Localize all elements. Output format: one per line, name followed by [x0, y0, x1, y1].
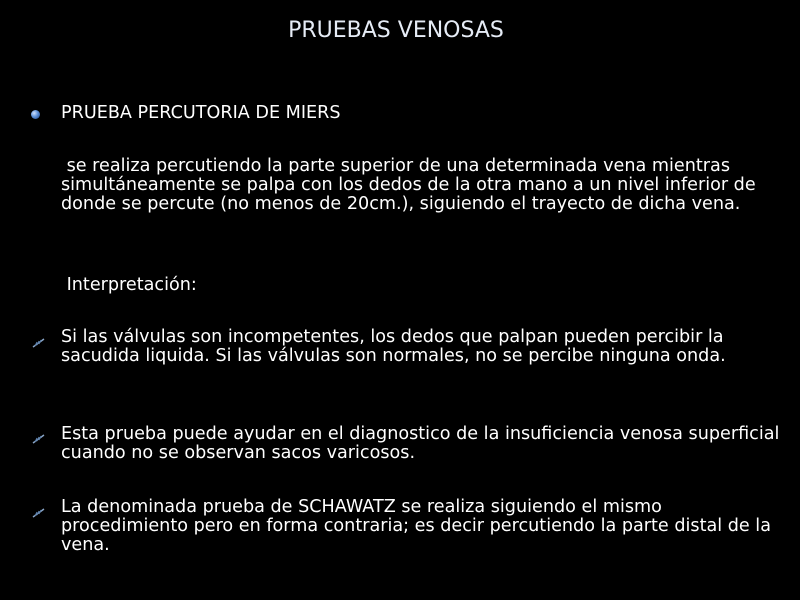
interpretation-point-3: La denominada prueba de SCHAWATZ se realiza siguiendo el mismo procedimiento pero en forma contraria; es decir percutiendo la parte distal de la vena. [61, 497, 771, 555]
feather-bullet-icon [32, 434, 46, 444]
feather-bullet-icon [32, 508, 46, 518]
interpretation-point-2: Esta prueba puede ayudar en el diagnostico de la insuficiencia venosa superficial cuando no se observan sacos varicosos. [61, 424, 780, 463]
slide-title: PRUEBAS VENOSAS [288, 18, 504, 43]
test-description: se realiza percutiendo la parte superior de una determinada vena mientras simultáneamente se palpa con los dedos de la otra mano a un nivel inferior de donde se percute (no menos de 20cm.), siguiendo el trayecto de dicha vena. [61, 156, 762, 214]
interpretation-label: Interpretación: [61, 275, 197, 295]
interpretation-point-1: Si las válvulas son incompetentes, los dedos que palpan pueden percibir la sacudida liquida. Si las válvulas son normales, no se percibe ninguna onda. [61, 327, 726, 366]
sphere-bullet-icon [31, 110, 40, 119]
test-heading: PRUEBA PERCUTORIA DE MIERS [61, 103, 341, 123]
feather-bullet-icon [32, 338, 46, 348]
